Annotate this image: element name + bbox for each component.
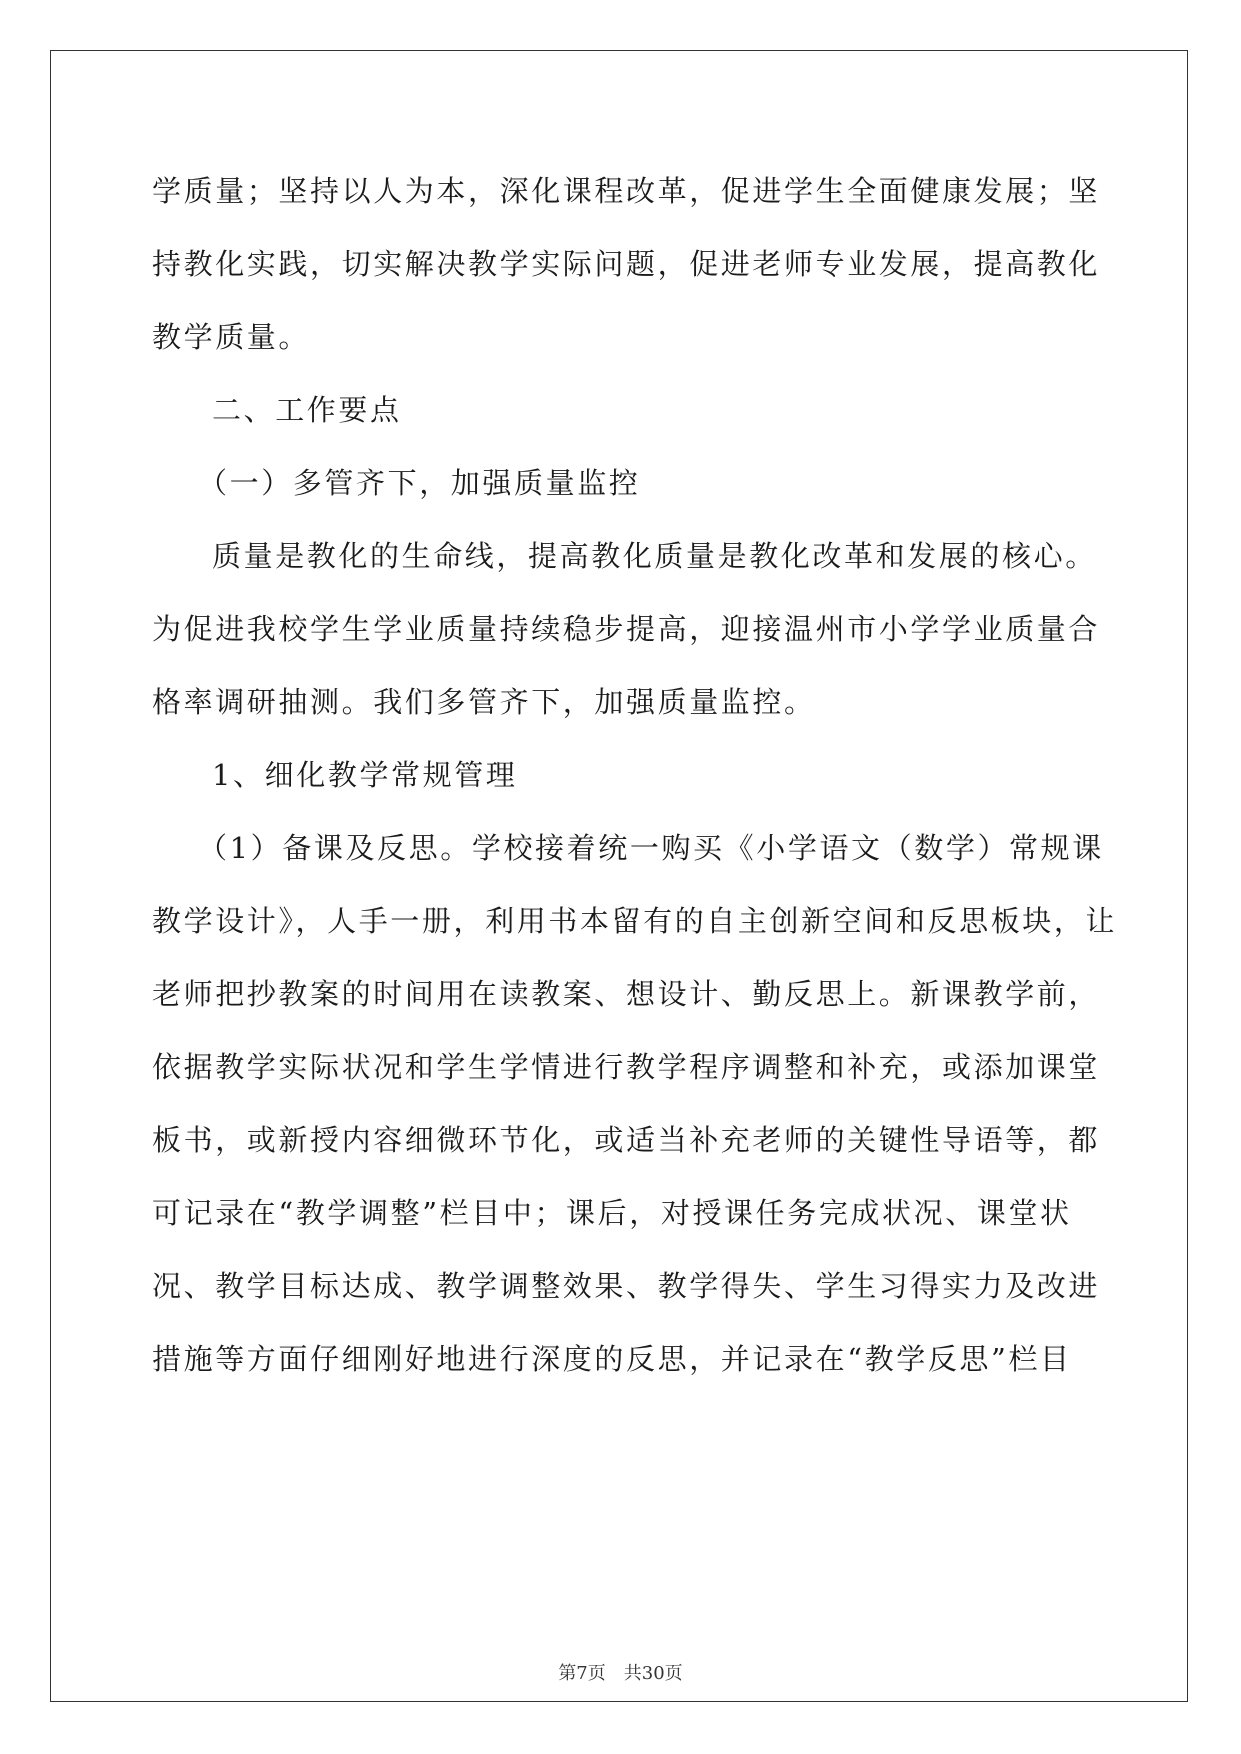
body-line-13: 依据教学实际状况和学生学情进行教学程序调整和补充，或添加课堂 [152, 1050, 1101, 1084]
body-line-15: 可记录在“教学调整”栏目中；课后，对授课任务完成状况、课堂状 [152, 1196, 1072, 1230]
body-line-2: 持教化实践，切实解决教学实际问题，促进老师专业发展，提高教化 [152, 247, 1101, 281]
body-line-12: 老师把抄教案的时间用在读教案、想设计、勤反思上。新课教学前， [152, 977, 1101, 1011]
page-border [50, 50, 1188, 1702]
body-line-1: 学质量；坚持以人为本，深化课程改革，促进学生全面健康发展；坚 [152, 174, 1101, 208]
section-heading: 二、工作要点 [212, 393, 402, 427]
body-line-16: 况、教学目标达成、教学调整效果、教学得失、学生习得实力及改进 [152, 1269, 1101, 1303]
body-line-3: 教学质量。 [152, 320, 311, 354]
body-line-11: 教学设计》，人手一册，利用书本留有的自主创新空间和反思板块，让 [152, 904, 1118, 938]
body-line-10: （1）备课及反思。学校接着统一购买《小学语文（数学）常规课 [198, 831, 1104, 865]
subsection-heading: （一）多管齐下，加强质量监控 [198, 466, 641, 500]
item-heading: 1、细化教学常规管理 [212, 758, 518, 792]
body-line-8: 格率调研抽测。我们多管齐下，加强质量监控。 [152, 685, 816, 719]
body-line-7: 为促进我校学生学业质量持续稳步提高，迎接温州市小学学业质量合 [152, 612, 1101, 646]
body-line-17: 措施等方面仔细刚好地进行深度的反思，并记录在“教学反思”栏目 [152, 1342, 1072, 1376]
body-line-14: 板书，或新授内容细微环节化，或适当补充老师的关键性导语等，都 [152, 1123, 1101, 1157]
page-footer: 第7页 共30页 [558, 1663, 683, 1684]
body-line-6: 质量是教化的生命线，提高教化质量是教化改革和发展的核心。 [212, 539, 1097, 573]
